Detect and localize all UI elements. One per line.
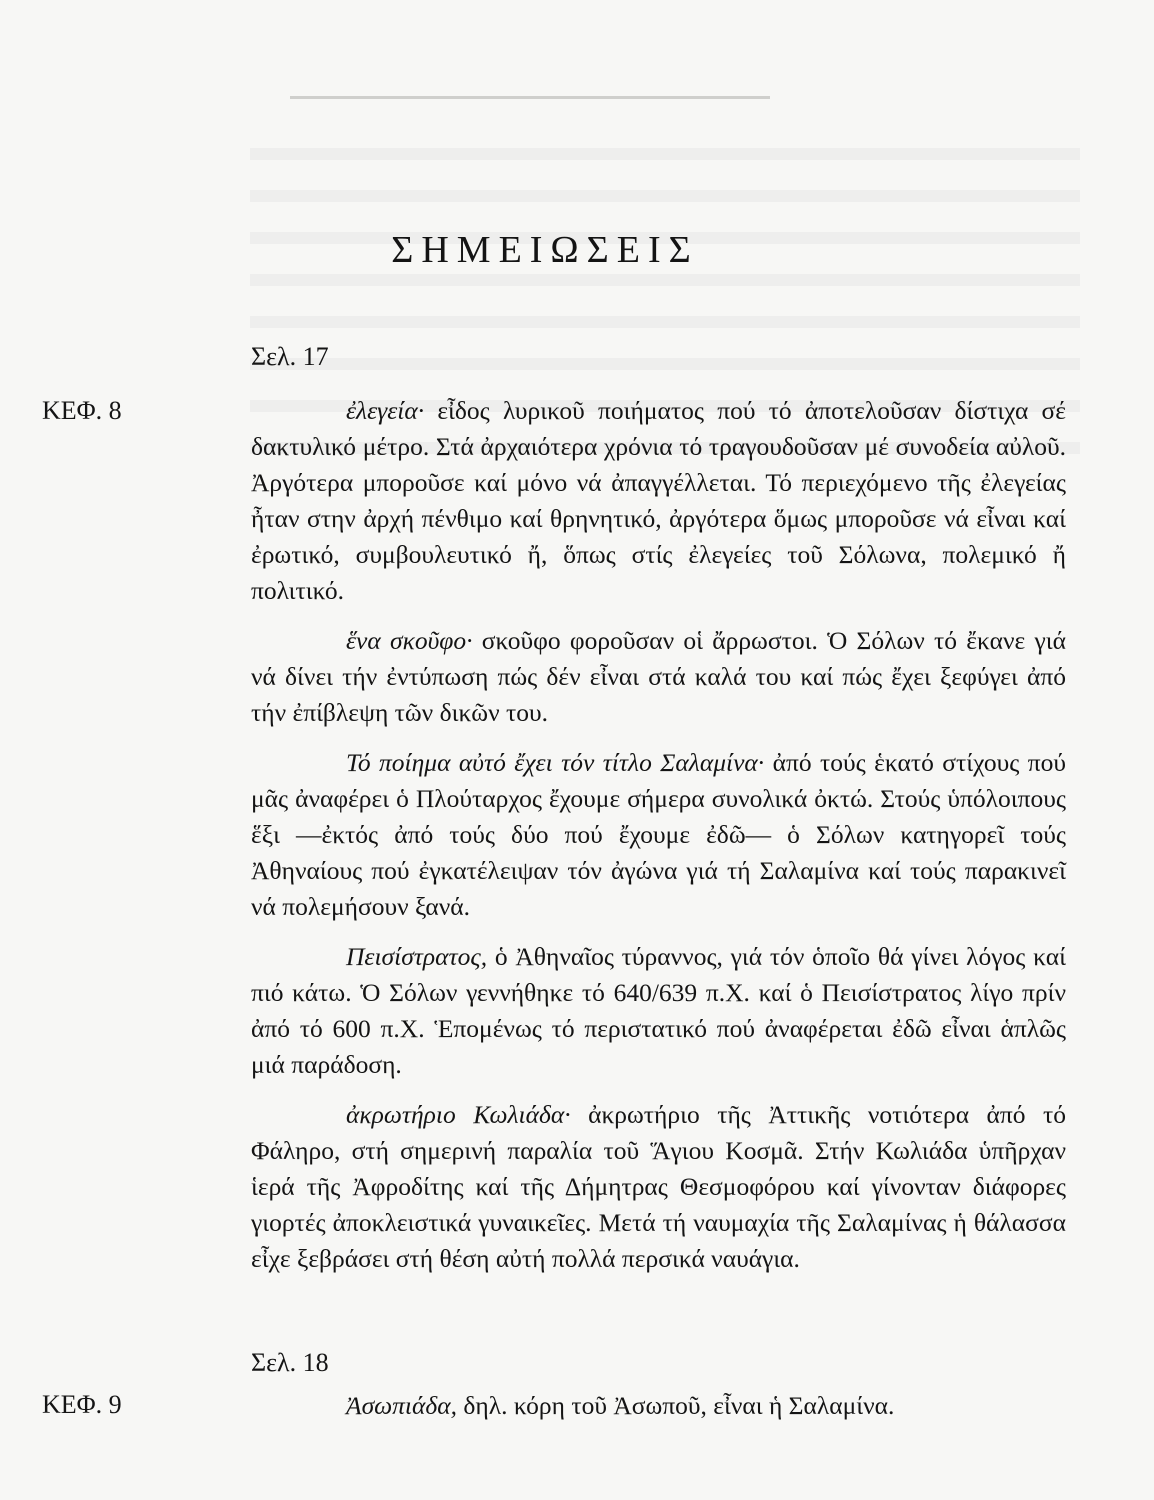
note-text: ὁ Ἀθηναῖος τύραννος, γιά τόν ὁποῖο θά γίνει λόγος καί πιό κάτω. Ὁ Σόλων γεννήθηκε τό 640/639 π.Χ. καί ὁ Πεισίστρατος λίγο πρίν ἀπό τό 600 π.Χ. Ἑπομένως τό περιστατικό πού ἀναφέρεται ἐδῶ εἶναι ἁπλῶς μιά παράδοση.: [251, 942, 1066, 1079]
notes-section-2: [251, 1388, 1066, 1438]
page-reference-18: Σελ. 18: [251, 1348, 329, 1377]
note-term: Τό ποίημα αὐτό ἔχει τόν τίτλο Σαλαμίνα·: [346, 748, 765, 777]
note-term: Πεισίστρατος,: [346, 942, 488, 971]
note-peisistratos: [251, 939, 1066, 1083]
note-elegeia: [251, 393, 1066, 609]
page-title: ΣΗΜΕΙΩΣΕΙΣ: [391, 229, 699, 271]
page-reference-17: Σελ. 17: [251, 342, 329, 371]
chapter-label-8: ΚΕΦ. 8: [42, 396, 122, 425]
chapter-label-9: ΚΕΦ. 9: [42, 1390, 122, 1419]
note-skoufos: [251, 623, 1066, 731]
note-term: ἐλεγεία·: [346, 396, 425, 425]
note-text: δηλ. κόρη τοῦ Ἀσωποῦ, εἶναι ἡ Σαλαμίνα.: [457, 1391, 895, 1420]
note-text: εἶδος λυρικοῦ ποιήματος πού τό ἀποτελοῦσαν δίστιχα σέ δακτυλικό μέτρο. Στά ἀρχαιότερα χρόνια τό τραγουδοῦσαν μέ συνοδεία αὐλοῦ. Ἀργότερα μποροῦσε καί μόνο νά ἀπαγγέλλεται. Τό περιεχόμενο τῆς ἐλεγείας ἦταν στην ἀρχή πένθιμο καί θρηνητικό, ἀργότερα ὅμως μποροῦσε νά εἶναι καί ἐρωτικό, συμβουλευτικό ἤ, ὅπως στίς ἐλεγείες τοῦ Σόλωνα, πολεμικό ἤ πολιτικό.: [251, 396, 1066, 605]
notes-section-1: [251, 393, 1066, 1291]
note-text: ἀπό τούς ἑκατό στίχους πού μᾶς ἀναφέρει ὁ Πλούταρχος ἔχουμε σήμερα συνολικά ὀκτώ. Στούς ὑπόλοιπους ἕξι —ἐκτός ἀπό τούς δύο πού ἔχουμε ἐδῶ— ὁ Σόλων κατηγορεῖ τούς Ἀθηναίους πού ἐγκατέλειψαν τόν ἀγώνα γιά τή Σαλαμίνα καί τούς παρακινεῖ νά πολεμήσουν ξανά.: [251, 748, 1066, 921]
bleed-through-rule: [290, 96, 770, 99]
note-term: Ἀσωπιάδα,: [346, 1391, 458, 1420]
note-term: ἀκρωτήριο Κωλιάδα·: [346, 1100, 571, 1129]
note-term: ἕνα σκοῦφο·: [346, 626, 473, 655]
note-text: ἀκρωτήριο τῆς Ἀττικῆς νοτιότερα ἀπό τό Φάληρο, στή σημερινή παραλία τοῦ Ἅγιου Κοσμᾶ. Στήν Κωλιάδα ὑπῆρχαν ἱερά τῆς Ἀφροδίτης καί τῆς Δήμητρας Θεσμοφόρου καί γίνονταν διάφορες γιορτές ἀποκλειστικά γυναικεῖες. Μετά τή ναυμαχία τῆς Σαλαμίνας ἡ θάλασσα εἶχε ξεβράσει στή θέση αὐτή πολλά περσικά ναυάγια.: [251, 1100, 1066, 1273]
note-koliada: [251, 1097, 1066, 1277]
note-salamina-poem: [251, 745, 1066, 925]
note-text: σκοῦφο φοροῦσαν οἱ ἄρρωστοι. Ὁ Σόλων τό ἔκανε γιά νά δίνει τήν ἐντύπωση πώς δέν εἶναι στά καλά του καί πώς ἔχει ξεφύγει ἀπό τήν ἐπίβλεψη τῶν δικῶν του.: [251, 626, 1066, 727]
note-asopiada: [251, 1388, 1066, 1424]
